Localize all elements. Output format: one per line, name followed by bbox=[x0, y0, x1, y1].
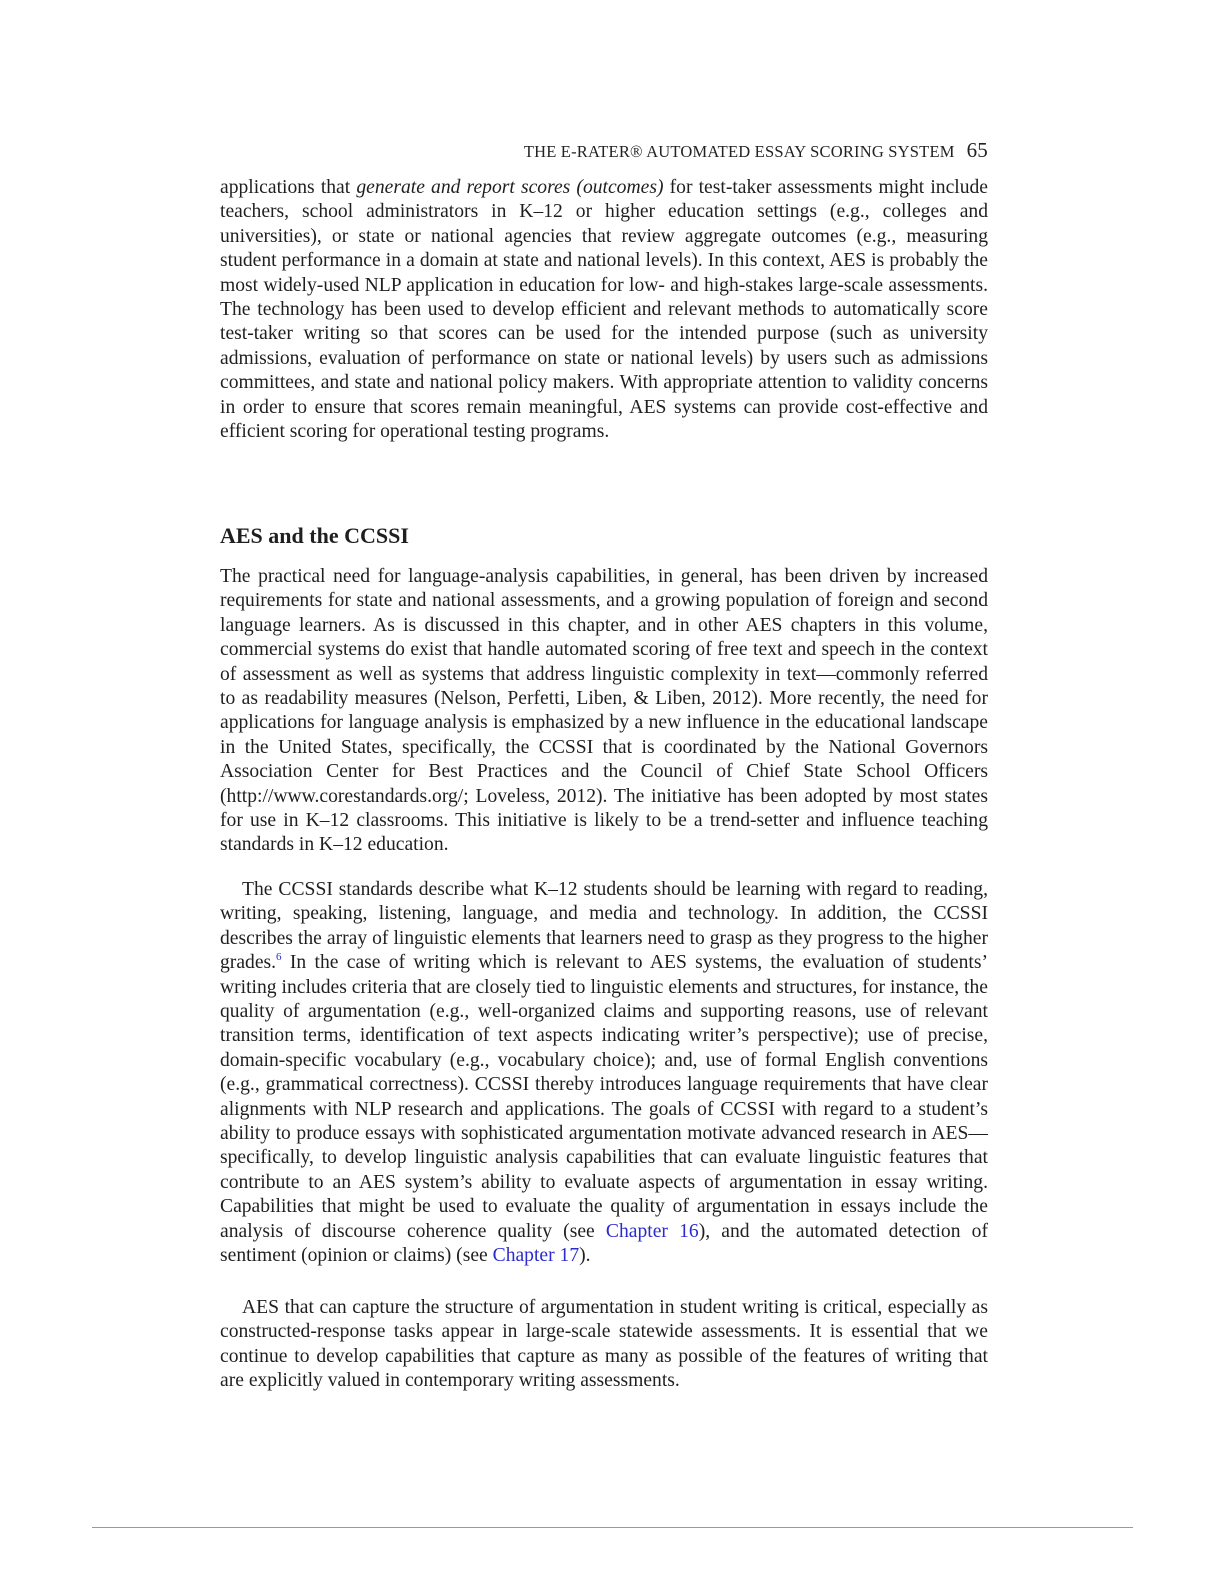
page-number: 65 bbox=[966, 138, 988, 162]
para2-text: The practical need for language-analysis capabilities, in general, has been driven by increased requirements for state and national assessments, and a growing population of foreign and second language learners. As is discussed in this chapter, and in other AES chapters in this volume, commercial systems do exist that handle automated scoring of free text and speech in the context of assessment as well as systems that address linguistic complexity in text—commonly referred to as readability measures (Nelson, Perfetti, Liben, & Liben, 2012). More recently, the need for applications for language analysis is emphasized by a new influence in the educational landscape in the United States, specifically, the CCSSI that is coordinated by the National Governors Association Center for Best Practices and the Council of Chief State School Officers (http://www.corestandards.​org/; Loveless, 2012). The initiative has been adopted by most states for use in K–12 classrooms. This initiative is likely to be a trend-setter and influence teaching standards in K–12 education. bbox=[220, 566, 988, 856]
running-head bbox=[220, 138, 988, 163]
para4-text: AES that can capture the structure of argumentation in student writing is critical, especially as constructed-response tasks appear in large-scale statewide assessments. It is essential that we continue to develop capabilities that capture as many as possible of the features of writing that are explicitly valued in contemporary writing assessments. bbox=[220, 1297, 988, 1392]
section-heading: AES and the CCSSI bbox=[220, 523, 409, 548]
para1-lead: applications that bbox=[220, 177, 357, 198]
paragraph-argumentation bbox=[220, 1296, 988, 1394]
para3-part1: The CCSSI standards describe what K–12 students should be learning with regard to reading, writing, speaking, listening, language, and media and technology. In addition, the CCSSI describes the array of linguistic elements that learners need to grasp as they progress to the higher grades. bbox=[220, 879, 988, 974]
para3-part3: ), and the automated detection of sentiment (opinion or claims) (see bbox=[220, 1220, 988, 1267]
chapter-16-link[interactable]: Chapter 16 bbox=[605, 1220, 699, 1242]
para3-part4: ). bbox=[579, 1245, 591, 1267]
running-head-title: THE E-RATER® AUTOMATED ESSAY SCORING SYSTEM bbox=[523, 142, 955, 161]
paragraph-applications bbox=[220, 176, 988, 444]
chapter-17-link[interactable]: Chapter 17 bbox=[492, 1245, 580, 1267]
para1-rest: for test-taker assessments might include teachers, school administrators in K–12 or higher education settings (e.g., colleges and universities), or state or national agencies that review aggregate outcomes (e.g., measuring student performance in a domain at state and national levels). In this context, AES is probably the most widely-used NLP application in education for low- and high-stakes large-scale assessments. The technology has been used to develop efficient and relevant methods to automatically score test-taker writing so that scores can be used for the intended purpose (such as university admissions, evaluation of performance on state or national levels) by users such as admissions committees, and state and national policy makers. With appropriate attention to validity concerns in order to ensure that scores remain meaningful, AES systems can provide cost-effective and efficient scoring for operational testing programs. bbox=[220, 177, 988, 443]
para3-part2: In the case of writing which is relevant to AES systems, the evaluation of students’ writing includes criteria that are closely tied to linguistic elements and structures, for instance, the quality of argumentation (e.g., well-organized claims and supporting reasons, use of relevant transition terms, identification of text aspects indicating writer’s perspective); use of precise, domain-specific vocabulary (e.g., vocabulary choice); and, use of formal English conventions (e.g., grammatical correctness). CCSSI thereby introduces language requirements that have clear alignments with NLP research and applications. The goals of CCSSI with regard to a student’s ability to produce essays with sophisticated argumentation motivate advanced research in AES—specifically, to develop linguistic analysis capabilities that can evaluate linguistic features that contribute to an AES system’s ability to evaluate aspects of argumentation in essay writing. Capabilities that might be used to evaluate the quality of argumentation in essays include the analysis of discourse coherence quality (see bbox=[220, 952, 988, 1242]
footnote-marker[interactable]: 6 bbox=[276, 951, 282, 964]
paragraph-ccssi-standards bbox=[220, 878, 988, 1269]
paragraph-practical-need bbox=[220, 565, 988, 858]
para1-emphasis: generate and report scores (outcomes) bbox=[356, 177, 664, 198]
bottom-divider bbox=[92, 1527, 1133, 1528]
